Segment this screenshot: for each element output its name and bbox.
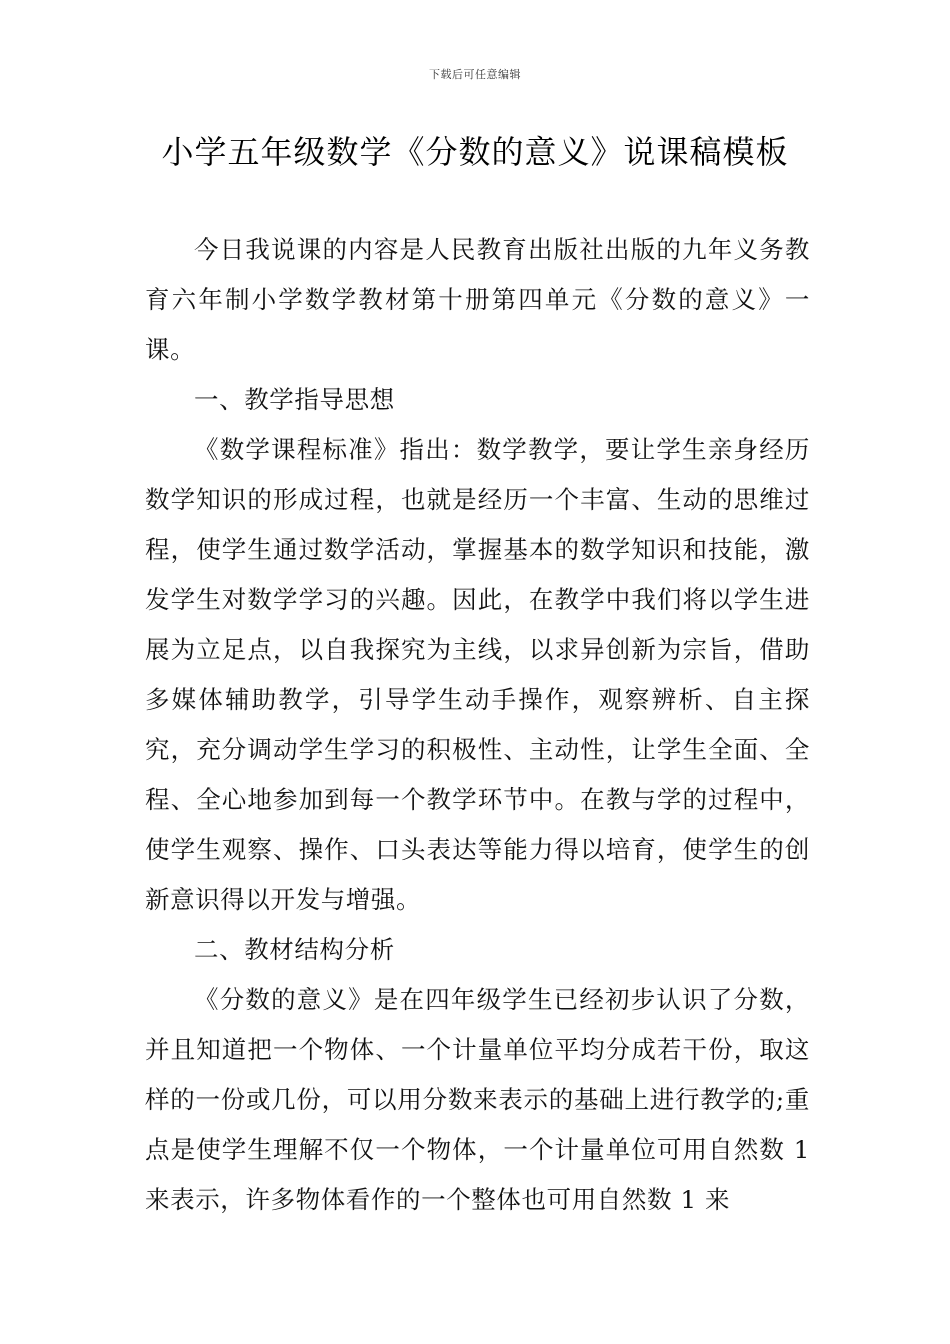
document-title: 小学五年级数学《分数的意义》说课稿模板 [161, 133, 789, 171]
section-heading-1: 一、教学指导思想 [194, 385, 395, 414]
paragraph-guiding-ideas: 《数学课程标准》指出：数学教学，要让学生亲身经历数学知识的形成过程，也就是经历一个丰富、生动的思维过程，使学生通过数学活动，掌握基本的数学知识和技能，激发学生对数学学习的兴趣。因此，在教学中我们将以学生进展为立足点，以自我探究为主线，以求异创新为宗旨，借助多媒体辅助教学，引导学生动手操作，观察辨析、自主探究，充分调动学生学习的积极性、主动性，让学生全面、全程、全心地参加到每一个教学环节中。在教与学的过程中，使学生观察、操作、口头表达等能力得以培育，使学生的创新意识得以开发与增强。 [145, 435, 810, 914]
section-heading-2: 二、教材结构分析 [194, 935, 395, 964]
document-body [145, 225, 810, 1225]
header-note: 下载后可任意编辑 [429, 68, 521, 81]
paragraph-intro: 今日我说课的内容是人民教育出版社出版的九年义务教育六年制小学数学教材第十册第四单元《分数的意义》一课。 [145, 235, 810, 364]
paragraph-textbook-analysis: 《分数的意义》是在四年级学生已经初步认识了分数，并且知道把一个物体、一个计量单位平均分成若干份，取这样的一份或几份，可以用分数来表示的基础上进行教学的;重点是使学生理解不仅一个物体，一个计量单位可用自然数 1 来表示，许多物体看作的一个整体也可用自然数 1 来 [145, 985, 810, 1214]
